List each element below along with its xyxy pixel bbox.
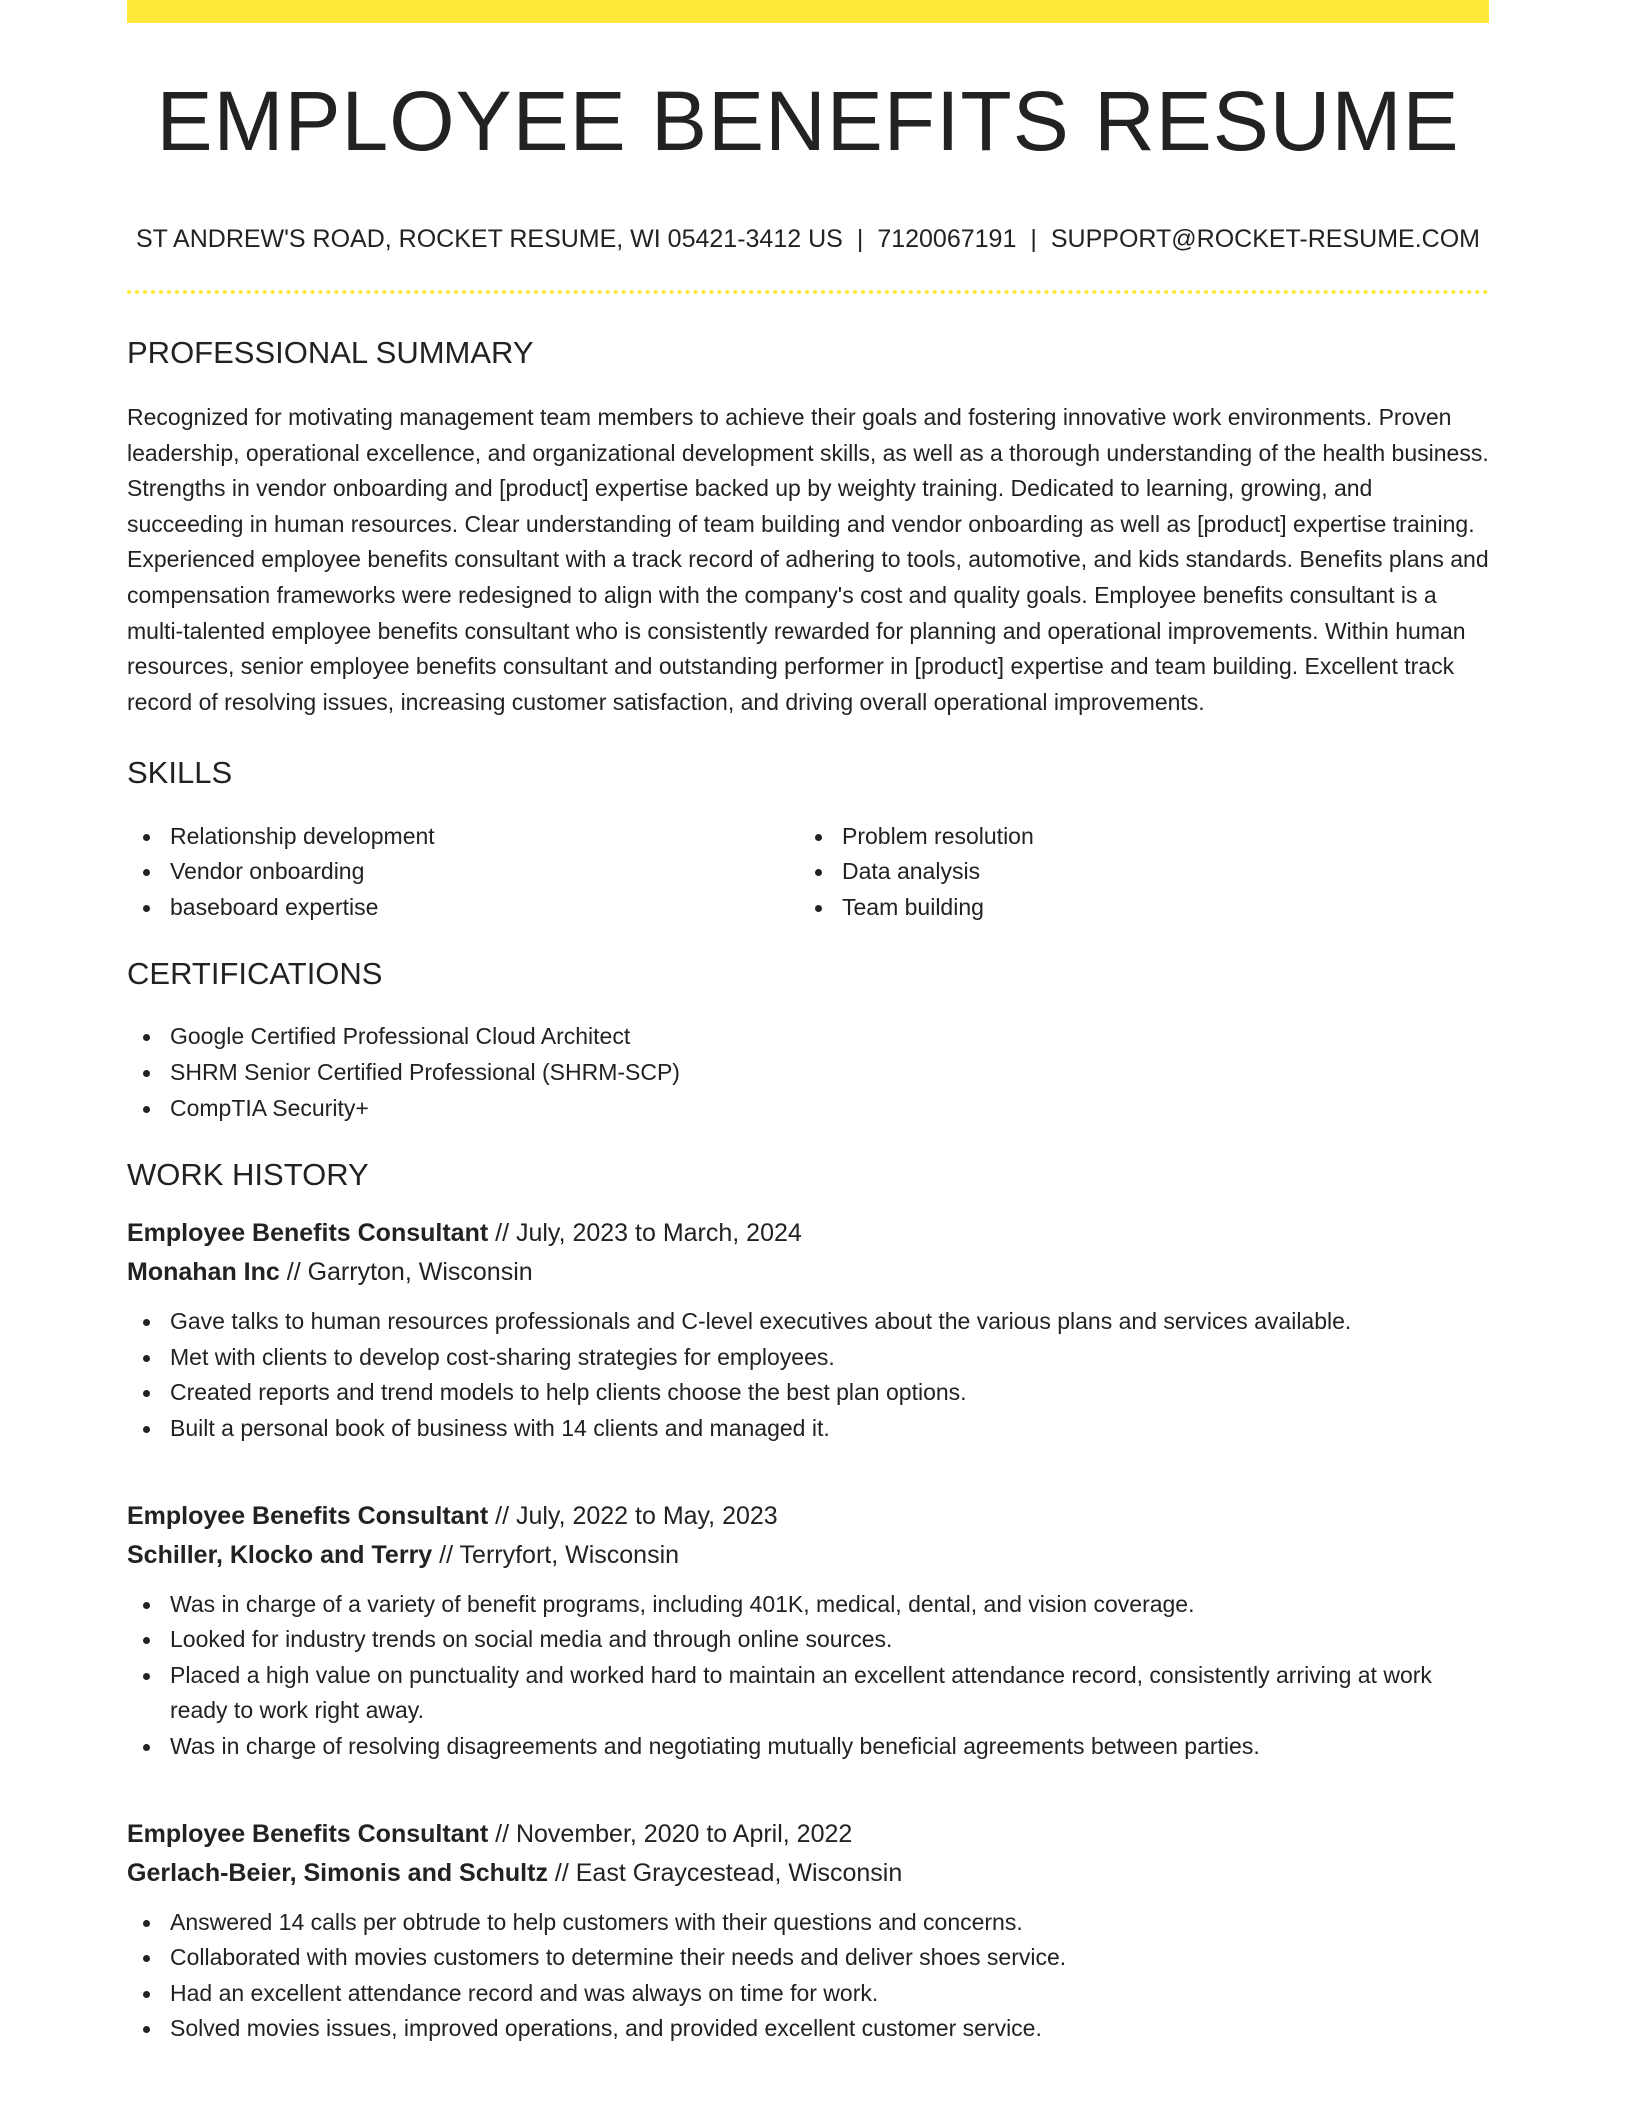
job-title: Employee Benefits Consultant [127, 1819, 489, 1848]
job-bullet: Had an excellent attendance record and was always on time for work. [127, 1976, 1489, 2012]
resume-page [127, 0, 1489, 2047]
job-bullet: Built a personal book of business with 14 clients and managed it. [127, 1411, 1489, 1447]
job-bullet: Solved movies issues, improved operations, and provided excellent customer service. [127, 2011, 1489, 2047]
contact-separator: | [856, 225, 864, 253]
job-title-line [127, 1214, 1489, 1253]
contact-address: ST ANDREW'S ROAD, ROCKET RESUME, WI 05421-3412 US [135, 225, 843, 253]
resume-title: EMPLOYEE BENEFITS RESUME [156, 74, 1460, 168]
contact-email: SUPPORT@ROCKET-RESUME.COM [1050, 225, 1480, 253]
certification-item: SHRM Senior Certified Professional (SHRM-SCP) [127, 1055, 1489, 1091]
job-bullet: Looked for industry trends on social media and through online sources. [127, 1622, 1489, 1658]
job-bullet: Was in charge of a variety of benefit programs, including 401K, medical, dental, and vision coverage. [127, 1587, 1489, 1623]
job-entry [127, 1214, 1489, 1446]
certifications-heading: CERTIFICATIONS [127, 956, 383, 992]
job-entry [127, 1815, 1489, 2047]
job-company: Gerlach-Beier, Simonis and Schultz [127, 1858, 548, 1887]
job-bullet: Gave talks to human resources professionals and C-level executives about the various plans and services available. [127, 1304, 1489, 1340]
job-entry [127, 1497, 1489, 1765]
certification-item: Google Certified Professional Cloud Architect [127, 1019, 1489, 1055]
job-dates: // July, 2022 to May, 2023 [495, 1501, 778, 1530]
job-company-line [127, 1536, 1489, 1575]
job-bullet: Answered 14 calls per obtrude to help customers with their questions and concerns. [127, 1905, 1489, 1941]
work-history-heading: WORK HISTORY [127, 1157, 369, 1193]
skill-item: Problem resolution [799, 819, 1471, 855]
job-company-line [127, 1253, 1489, 1292]
job-bullet: Met with clients to develop cost-sharing strategies for employees. [127, 1340, 1489, 1376]
job-bullets [127, 1905, 1489, 2047]
job-company: Schiller, Klocko and Terry [127, 1540, 433, 1569]
job-bullet: Collaborated with movies customers to determine their needs and deliver shoes service. [127, 1940, 1489, 1976]
skill-item: Relationship development [127, 819, 799, 855]
skills-column-left [127, 819, 799, 926]
certification-item: CompTIA Security+ [127, 1091, 1489, 1127]
job-title: Employee Benefits Consultant [127, 1219, 489, 1248]
skill-item: Team building [799, 890, 1471, 926]
job-dates: // July, 2023 to March, 2024 [495, 1219, 802, 1248]
job-location: // East Graycestead, Wisconsin [554, 1858, 903, 1887]
contact-line [127, 227, 1489, 252]
job-company-line [127, 1854, 1489, 1893]
job-bullet: Placed a high value on punctuality and worked hard to maintain an excellent attendance record, consistently arriving at work ready to work right away. [127, 1658, 1489, 1729]
skills-list-right [799, 819, 1471, 926]
skills-grid [127, 819, 1489, 926]
job-dates: // November, 2020 to April, 2022 [495, 1819, 853, 1848]
summary-text: Recognized for motivating management team members to achieve their goals and fostering innovative work environments. Proven leadership, operational excellence, and organizational development skills, as well as a thorough understanding of the health business. Strengths in vendor onboarding and [product] expertise backed up by weighty training. Dedicated to learning, growing, and succeeding in human resources. Clear understanding of team building and vendor onboarding as well as [product] expertise training. Experienced employee benefits consultant with a track record of adhering to tools, automotive, and kids standards. Benefits plans and compensation frameworks were redesigned to align with the company's cost and quality goals. Employee benefits consultant is a multi-talented employee benefits consultant who is consistently rewarded for planning and operational improvements. Within human resources, senior employee benefits consultant and outstanding performer in [product] expertise and team building. Excellent track record of resolving issues, increasing customer satisfaction, and driving overall operational improvements. [127, 404, 1489, 715]
skills-heading: SKILLS [127, 755, 233, 791]
job-bullet: Created reports and trend models to help clients choose the best plan options. [127, 1375, 1489, 1411]
job-title: Employee Benefits Consultant [127, 1501, 489, 1530]
skills-list-left [127, 819, 799, 926]
job-company: Monahan Inc [127, 1258, 280, 1287]
skill-item: Vendor onboarding [127, 854, 799, 890]
contact-phone: 7120067191 [877, 225, 1017, 253]
job-title-line [127, 1497, 1489, 1536]
summary-heading: PROFESSIONAL SUMMARY [127, 335, 534, 370]
job-bullet: Was in charge of resolving disagreements and negotiating mutually beneficial agreements between parties. [127, 1729, 1489, 1765]
dotted-divider [127, 290, 1489, 294]
contact-separator: | [1030, 225, 1037, 253]
job-bullets [127, 1587, 1489, 1765]
job-location: // Terryfort, Wisconsin [439, 1540, 680, 1569]
job-bullets [127, 1304, 1489, 1446]
accent-top-bar [127, 0, 1489, 23]
skill-item: baseboard expertise [127, 890, 799, 926]
job-location: // Garryton, Wisconsin [286, 1258, 533, 1287]
skills-column-right [799, 819, 1471, 926]
certifications-list [127, 1019, 1489, 1126]
job-title-line [127, 1815, 1489, 1854]
skill-item: Data analysis [799, 854, 1471, 890]
